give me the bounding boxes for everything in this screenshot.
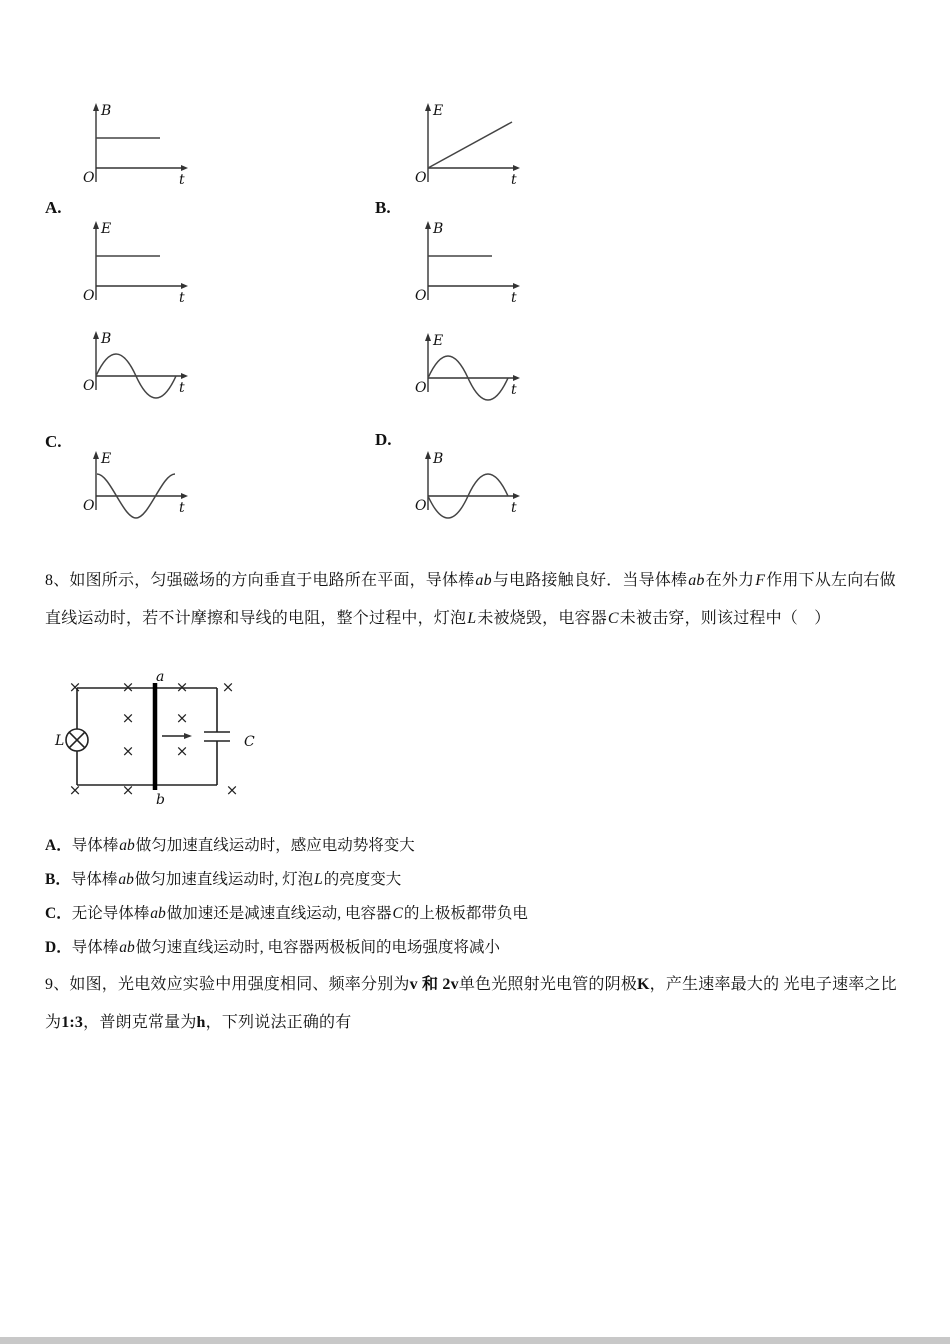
variable-text: D． [45, 939, 72, 956]
plain-text: 未被击穿，则该过程中（ ） [619, 610, 831, 627]
question8-option-C [45, 902, 905, 926]
plain-text: 9、如图，光电效应实验中用强度相同、频率分别为 [45, 976, 410, 993]
graph-y-label: E [433, 333, 444, 349]
graph-y-label: B [101, 103, 112, 119]
field-into-page-symbol: × [121, 742, 135, 760]
lamp-label: L [55, 733, 65, 749]
graph-origin-label: O [415, 288, 427, 304]
variable-text: ab [475, 572, 492, 589]
variable-text: L [467, 610, 477, 627]
option-label-A: A. [45, 198, 62, 217]
plain-text: 8、如图所示，匀强磁场的方向垂直于电路所在平面，导体棒 [45, 572, 475, 589]
variable-text: ab [119, 939, 135, 956]
graph-optionB-B-t [412, 218, 522, 313]
option-label-C: C. [45, 432, 62, 451]
graph-x-label: t [511, 500, 517, 516]
field-into-page-symbol: × [175, 709, 189, 727]
graph-y-label: B [433, 451, 444, 467]
field-into-page-symbol: × [68, 678, 82, 696]
variable-text: ab [118, 871, 134, 888]
graph-y-label: B [433, 221, 444, 237]
field-into-page-symbol: × [225, 781, 239, 799]
variable-text: B． [45, 871, 71, 888]
variable-text: C [392, 905, 403, 922]
plain-text: ，下列说法正确的有 [205, 1014, 352, 1031]
plain-text: 做匀加速直线运动时，感应电动势将变大 [135, 837, 415, 854]
graph-x-label: t [179, 172, 185, 188]
graph-optionA-B-t [80, 100, 190, 195]
plain-text: 无论导体棒 [71, 905, 150, 922]
circuit-svg [52, 668, 267, 813]
graph-svg [80, 100, 190, 195]
plain-text: 的上极板都带负电 [403, 905, 528, 922]
graph-optionB-E-t [412, 100, 522, 195]
graph-x-label: t [511, 382, 517, 398]
rod-top-label: a [156, 669, 165, 685]
capacitor-label: C [244, 734, 255, 750]
page-bottom-edge [0, 1337, 950, 1344]
field-into-page-symbol: × [121, 781, 135, 799]
graph-origin-label: O [83, 288, 95, 304]
variable-text: ab [150, 905, 166, 922]
plain-text: 的亮度变大 [323, 871, 402, 888]
graph-y-label: E [433, 103, 444, 119]
graph-x-label: t [511, 172, 517, 188]
variable-text: A． [45, 837, 72, 854]
graph-origin-label: O [83, 498, 95, 514]
variable-text: ab [688, 572, 705, 589]
graph-svg [412, 218, 522, 313]
question8-option-A [45, 834, 905, 858]
graph-optionA-E-t [80, 218, 190, 313]
variable-text: K [637, 976, 650, 993]
question9-text [45, 966, 907, 1042]
plain-text: 作用下从左向右做直线运动时，若不计摩擦和导线的电阻，整个过程中，灯泡 [45, 572, 896, 627]
variable-text: h [196, 1014, 206, 1031]
graph-origin-label: O [83, 170, 95, 186]
graph-y-label: E [101, 451, 112, 467]
graph-optionC-E-t [80, 448, 190, 543]
graph-optionC-B-t [80, 328, 190, 423]
graph-origin-label: O [83, 378, 95, 394]
graph-optionD-E-t [412, 330, 522, 425]
graph-optionD-B-t [412, 448, 522, 543]
question8-option-B [45, 868, 905, 892]
plain-text: 单色光照射光电管的阴极 [458, 976, 638, 993]
graph-x-label: t [179, 290, 185, 306]
graph-x-label: t [179, 500, 185, 516]
question8-option-D [45, 936, 905, 960]
plain-text: 做加速还是减速直线运动, 电容器 [166, 905, 392, 922]
variable-text: ab [119, 837, 135, 854]
variable-text: v 和 2v [409, 976, 459, 993]
graph-x-label: t [511, 290, 517, 306]
graph-svg [412, 448, 522, 543]
graph-origin-label: O [415, 170, 427, 186]
graph-svg [412, 100, 522, 195]
field-into-page-symbol: × [221, 678, 235, 696]
field-into-page-symbol: × [68, 781, 82, 799]
variable-text: F [755, 572, 766, 589]
circuit-figure [52, 668, 267, 813]
plain-text: 导体棒 [71, 939, 119, 956]
plain-text: 在外力 [705, 572, 755, 589]
option-label-B: B. [375, 198, 391, 217]
variable-text: L [314, 871, 323, 888]
option-label-D: D. [375, 430, 392, 449]
graph-y-label: B [101, 331, 112, 347]
field-into-page-symbol: × [121, 709, 135, 727]
graph-svg [80, 218, 190, 313]
plain-text: 导体棒 [70, 871, 118, 888]
plain-text: 做匀加速直线运动时, 灯泡 [134, 871, 314, 888]
field-into-page-symbol: × [175, 678, 189, 696]
variable-text: C． [45, 905, 72, 922]
graph-svg [80, 448, 190, 543]
graph-origin-label: O [415, 380, 427, 396]
graph-y-label: E [101, 221, 112, 237]
plain-text: 做匀速直线运动时, 电容器两极板间的电场强度将减小 [135, 939, 500, 956]
plain-text: 未被烧毁，电容器 [477, 610, 607, 627]
field-into-page-symbol: × [175, 742, 189, 760]
plain-text: ，普朗克常量为 [83, 1014, 197, 1031]
plain-text: 与电路接触良好．当导体棒 [492, 572, 688, 589]
field-into-page-symbol: × [121, 678, 135, 696]
graph-x-label: t [179, 380, 185, 396]
question8-text [45, 562, 907, 638]
plain-text: ，产生速率最大的 光电子速率之比为 [45, 976, 897, 1031]
graph-svg [412, 330, 522, 425]
variable-text: 1:3 [61, 1014, 84, 1031]
rod-bottom-label: b [156, 792, 165, 808]
graph-svg [80, 328, 190, 423]
plain-text: 导体棒 [71, 837, 119, 854]
variable-text: C [607, 610, 619, 627]
graph-origin-label: O [415, 498, 427, 514]
